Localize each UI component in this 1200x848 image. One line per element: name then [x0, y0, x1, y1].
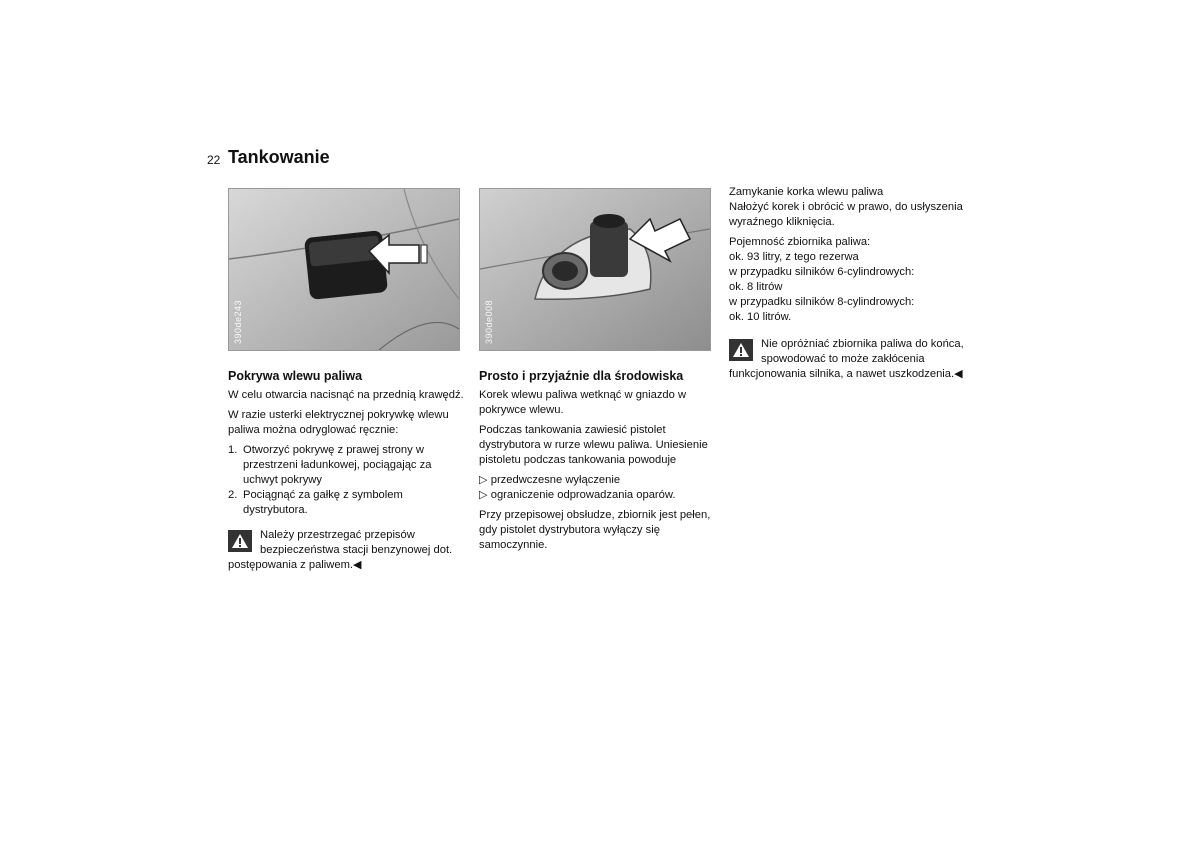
section-heading: Pokrywa wlewu paliwa: [228, 369, 363, 383]
paragraph: W razie usterki elektrycznej pokrywkę wlewu paliwa można odryglować ręcznie:: [228, 409, 449, 436]
paragraph: Zamykanie korka wlewu paliwa Nałożyć korek i obrócić w prawo, do usłyszenia wyraźnego kliknięcia.: [729, 186, 963, 228]
paragraph: Przy przepisowej obsłudze, zbiornik jest pełen, gdy pistolet dystrybutora wyłączy się samoczynnie.: [479, 509, 711, 551]
end-mark: ◀: [353, 559, 362, 571]
page-number: 22: [207, 153, 221, 167]
image-code: 390de243: [233, 299, 243, 344]
paragraph: Korek wlewu paliwa wetknąć w gniazdo w pokrywce wlewu.: [479, 389, 687, 416]
fuel-cap-photo: [479, 188, 711, 351]
bullet-list: [479, 473, 714, 503]
list-item: 2. Pociągnąć za gałkę z symbolem dystrybutora.: [228, 489, 403, 516]
warning-icon: [228, 530, 252, 552]
page-title: Tankowanie: [228, 147, 330, 167]
paragraph: W celu otwarcia nacisnąć na przednią krawędź.: [228, 389, 464, 401]
list-item: ▷ ograniczenie odprowadzania oparów.: [479, 489, 676, 501]
section-heading: Prosto i przyjaźnie dla środowiska: [479, 369, 684, 383]
fuel-flap-photo: [228, 188, 460, 351]
paragraph: Podczas tankowania zawiesić pistolet dystrybutora w rurze wlewu paliwa. Uniesienie pistoletu podczas tankowania powoduje: [479, 424, 708, 466]
steps-list: [228, 443, 468, 518]
warning-note: Nie opróżniać zbiornika paliwa do końca, spowodować to może zakłócenia funkcjonowania silnika, a nawet uszkodzenia.◀: [729, 338, 964, 380]
warning-icon: [729, 339, 753, 361]
warning-note: Należy przestrzegać przepisów bezpieczeństwa stacji benzynowej dot. postępowania z paliwem.◀: [228, 529, 453, 571]
column-fuel-flap: [228, 369, 468, 573]
column-environment: [479, 369, 714, 558]
list-item: 1. Otworzyć pokrywę z prawej strony w przestrzeni ładunkowej, pociągając za uchwyt pokrywy: [228, 444, 432, 486]
list-item: ▷ przedwczesne wyłączenie: [479, 474, 621, 486]
image-code: 390de008: [484, 299, 494, 344]
column-capacity: [729, 185, 964, 382]
paragraph: Pojemność zbiornika paliwa: ok. 93 litry, z tego rezerwa w przypadku silników 6-cylindrowych: ok. 8 litrów w przypadku silników 8-cylindrowych: ok. 10 litrów.: [729, 236, 915, 323]
end-mark: ◀: [954, 368, 963, 380]
